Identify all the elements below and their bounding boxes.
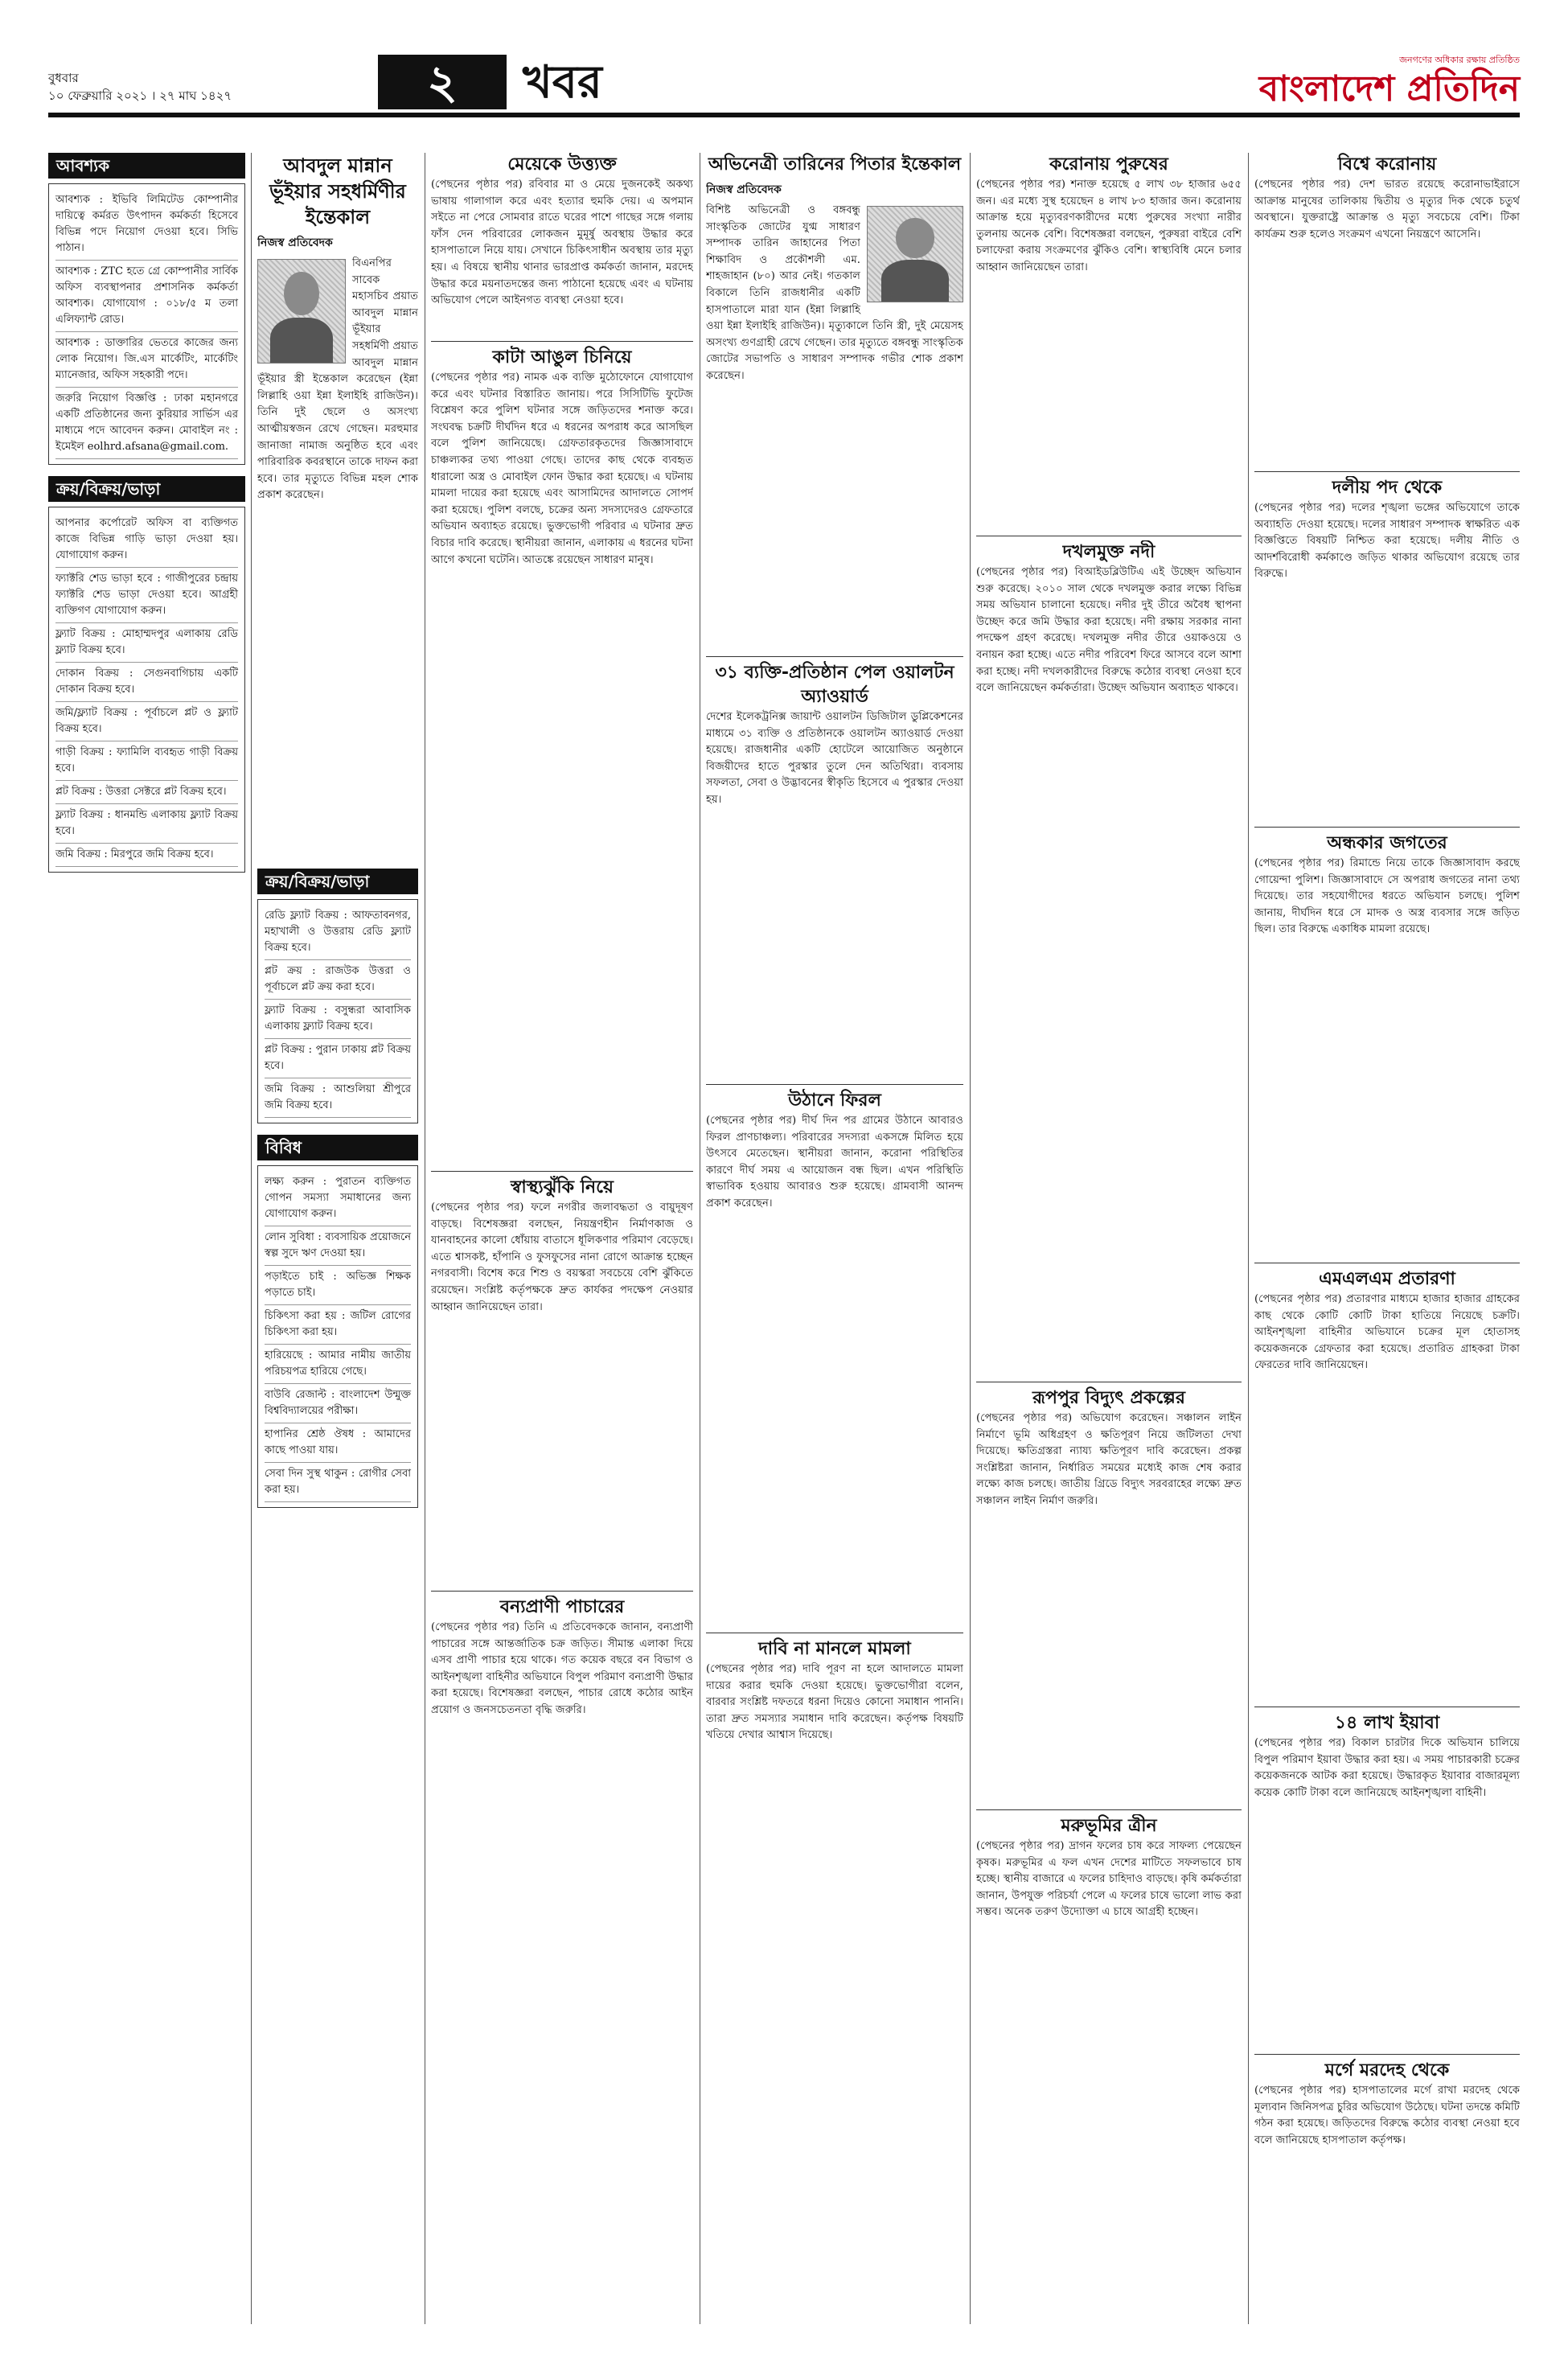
- story-headline: দলীয় পদ থেকে: [1332, 478, 1443, 498]
- story-headline: অভিনেত্রী তারিনের পিতার ইন্তেকাল: [708, 154, 962, 175]
- story-divider: [706, 1084, 963, 1085]
- header-rule: [48, 113, 1520, 117]
- needed-title: আবশ্যক: [48, 153, 245, 179]
- classified-item: হারিয়েছে : আমার নামীয় জাতীয় পরিচয়পত্র হারিয়ে গেছে।: [265, 1345, 411, 1384]
- story-wildlife: [431, 1596, 693, 2324]
- story-health: [431, 1176, 693, 1586]
- buysell-title: ক্রয়/বিক্রয়/ভাড়া: [48, 476, 245, 502]
- masthead-tagline: জনগণের অধিকার রক্ষায় প্রতিষ্ঠিত: [1399, 55, 1520, 65]
- story-body: (পেছনের পৃষ্ঠার পর) বিআইডব্লিউটিএ এই উচ্ছেদ অভিযান শুরু করেছে। ২০১০ সাল থেকে দখলমুক্ত করার লক্ষ্যে বিভিন্ন সময় অভিযান চালানো হয়েছে। নদীর দুই তীরে অবৈধ স্থাপনা উচ্ছেদ করে জমি উদ্ধার করা হয়েছে। নদী রক্ষায় সরকার নানা পদক্ষেপ গ্রহণ করেছে। দখলমুক্ত নদীর তীরে ওয়াকওয়ে ও বনায়ন করা হচ্ছে। এতে নদীর পরিবেশ ফিরে আসবে বলে আশা করা হচ্ছে। নদী দখলকারীদের বিরুদ্ধে কঠোর ব্যবস্থা নেওয়া হবে বলে জানিয়েছেন কর্মকর্তারা। উচ্ছেদ অভিযান অব্যাহত থাকবে।: [976, 566, 1242, 695]
- issue-date-text: ১০ ফেব্রুয়ারি ২০২১ । ২৭ মাঘ ১৪২৭: [48, 88, 232, 103]
- story-headline: স্বাস্থ্যঝুঁকি নিয়ে: [511, 1177, 614, 1197]
- story-body: বিশিষ্ট অভিনেত্রী ও বঙ্গবন্ধু সাংস্কৃতিক জোটের যুগ্ম সাধারণ সম্পাদক তারিন জাহানের পিতা শিক্ষাবিদ ও প্রকৌশলী এম. শাহজাহান (৮০) আর নেই। গতকাল বিকালে তিনি রাজধানীর একটি হাসপাতালে মারা যান (ইন্না লিল্লাহি ওয়া ইন্না ইলাইহি রাজিউন)। মৃত্যুকালে তিনি স্ত্রী, দুই মেয়েসহ অসংখ্য গুণগ্রাহী রেখে গেছেন। তার মৃত্যুতে বঙ্গবন্ধু সাংস্কৃতিক জোটের সভাপতি ও সাধারণ সম্পাদক গভীর শোক প্রকাশ করেছেন।: [706, 204, 963, 382]
- story-body: (পেছনের পৃষ্ঠার পর) শনাক্ত হয়েছে ৫ লাখ ৩৮ হাজার ৬৫৫ জন। এর মধ্যে সুস্থ হয়েছেন ৪ লাখ ৮৩ হাজার জন। করোনায় আক্রান্ত হয়ে মৃত্যুবরণকারীদের মধ্যে পুরুষের সংখ্যা নারীর তুলনায় অনেক বেশি। বিশেষজ্ঞরা বলছেন, পুরুষরা বাইরে বেশি চলাফেরা করায় সংক্রমণের ঝুঁকিও বেশি। স্বাস্থ্যবিধি মেনে চলার আহ্বান জানিয়েছেন তারা।: [976, 179, 1242, 273]
- story-body: (পেছনের পৃষ্ঠার পর) দ্রাগন ফলের চাষ করে সাফল্য পেয়েছেন কৃষক। মরুভূমির এ ফল এখন দেশের মাটিতে সফলভাবে চাষ হচ্ছে। স্থানীয় বাজারে এ ফলের চাহিদাও বাড়ছে। কৃষি কর্মকর্তারা জানান, উপযুক্ত পরিচর্যা পেলে এ ফলের চাষে ভালো লাভ করা সম্ভব। অনেক তরুণ উদ্যোক্তা এ চাষে আগ্রহী হচ্ছেন।: [976, 1840, 1242, 1919]
- classified-item: ফ্ল্যাট বিক্রয় : বসুন্ধরা আবাসিক এলাকায় ফ্ল্যাট বিক্রয় হবে।: [265, 1000, 411, 1039]
- story-body: (পেছনের পৃষ্ঠার পর) তিনি এ প্রতিবেদককে জানান, বন্যপ্রাণী পাচারের সঙ্গে আন্তর্জাতিক চক্র জড়িত। সীমান্ত এলাকা দিয়ে এসব প্রাণী পাচার হয়ে থাকে। গত কয়েক বছরে বন বিভাগ ও আইনশৃঙ্খলা বাহিনীর অভিযানে বিপুল পরিমাণ বন্যপ্রাণী উদ্ধার করা হয়েছে। বিশেষজ্ঞরা বলছেন, পাচার রোধে কঠোর আইন প্রয়োগ ও জনসচেতনতা বৃদ্ধি জরুরি।: [431, 1621, 693, 1716]
- story-obituary-2: [706, 153, 963, 651]
- story-headline: বন্যপ্রাণী পাচারের: [499, 1597, 625, 1617]
- buysell-mid-box: [257, 899, 418, 1123]
- story-headline: এমএলএম প্রতারণা: [1319, 1269, 1455, 1289]
- story-headline: ৩১ ব্যক্তি-প্রতিষ্ঠান পেল ওয়ালটন অ্যাওয়ার্ড: [715, 663, 954, 707]
- story-divider: [1254, 471, 1520, 472]
- classified-item: গাড়ী বিক্রয় : ফ্যামিলি ব্যবহৃত গাড়ী বিক্রয় হবে।: [55, 741, 238, 781]
- classified-item: প্লট বিক্রয় : পুরান ঢাকায় প্লট বিক্রয় হবে।: [265, 1039, 411, 1078]
- story-body: (পেছনের পৃষ্ঠার পর) দলের শৃঙ্খলা ভঙ্গের অভিযোগে তাকে অব্যাহতি দেওয়া হয়েছে। দলের সাধারণ সম্পাদক স্বাক্ষরিত এক বিজ্ঞপ্তিতে বিষয়টি নিশ্চিত করা হয়েছে। দলীয় নীতি ও আদর্শবিরোধী কর্মকাণ্ডে জড়িত থাকার অভিযোগ রয়েছে তার বিরুদ্ধে।: [1254, 502, 1520, 581]
- needed-box: [48, 183, 245, 465]
- story-headline: রূপপুর বিদ্যুৎ প্রকল্পের: [1032, 1388, 1185, 1408]
- story-divider: [976, 1809, 1242, 1810]
- story-obituary-1: [257, 153, 418, 860]
- misc-title: বিবিধ: [257, 1135, 418, 1160]
- masthead: [1259, 53, 1520, 110]
- story-body: (পেছনের পৃষ্ঠার পর) দীর্ঘ দিন পর গ্রামের উঠানে আবারও ফিরল প্রাণচাঞ্চল্য। পরিবারের সদস্যরা একসঙ্গে মিলিত হয়ে উৎসবে মেতেছেন। স্থানীয়রা জানান, করোনা পরিস্থিতির কারণে দীর্ঘ সময় এ আয়োজন বন্ধ ছিল। এখন পরিস্থিতি স্বাভাবিক হওয়ায় আবারও শুরু হয়েছে। গ্রামবাসী আনন্দ প্রকাশ করেছেন।: [706, 1115, 963, 1210]
- story-award: [706, 661, 963, 1079]
- story-divider: [431, 1171, 693, 1172]
- issue-date: [48, 69, 232, 105]
- story-river: [976, 540, 1242, 1377]
- story-body: (পেছনের পৃষ্ঠার পর) নামক এক ব্যক্তি মুঠোফোনে যোগাযোগ করে এবং ঘটনার বিস্তারিত জানায়। পরে সিসিটিভি ফুটেজ বিশ্লেষণ করে পুলিশ ঘটনার সঙ্গে জড়িতদের শনাক্ত করে। সংঘবদ্ধ চক্রটি দীর্ঘদিন ধরে এ ধরনের অপরাধ করে আসছিল বলে পুলিশ জানিয়েছে। গ্রেফতারকৃতদের জিজ্ঞাসাবাদে চাঞ্চল্যকর তথ্য পাওয়া গেছে। তাদের কাছ থেকে ব্যবহৃত ধারালো অস্ত্র ও মোবাইল ফোন উদ্ধার করা হয়েছে। এ ঘটনায় মামলা দায়ের করা হয়েছে এবং আসামিদের আদালতে সোপর্দ করা হয়েছে। পুলিশ বলছে, চক্রের অন্য সদস্যদেরও গ্রেফতারে অভিযান অব্যাহত রয়েছে। ভুক্তভোগী পরিবার এ ঘটনার দ্রুত বিচার দাবি করেছে। স্থানীয়রা জানান, এলাকায় এ ধরনের ঘটনা আগে কখনো ঘটেনি। আতঙ্কে রয়েছেন সাধারণ মানুষ।: [431, 372, 693, 566]
- classified-item: পড়াইতে চাই : অভিজ্ঞ শিক্ষক পড়াতে চাই।: [265, 1266, 411, 1305]
- story-headline: ১৪ লাখ ইয়াবা: [1334, 1713, 1440, 1733]
- story-yaba: [1254, 1711, 1520, 2049]
- story-body: (পেছনের পৃষ্ঠার পর) রিমান্ডে নিয়ে তাকে জিজ্ঞাসাবাদ করছে গোয়েন্দা পুলিশ। জিজ্ঞাসাবাদে সে অপরাধ জগতের নানা তথ্য দিয়েছে। তার সহযোগীদের ধরতে অভিযান চলছে। পুলিশ জানায়, দীর্ঘদিন ধরে সে মাদক ও অস্ত্র ব্যবসার সঙ্গে জড়িত ছিল। তার বিরুদ্ধে একাধিক মামলা রয়েছে।: [1254, 857, 1520, 936]
- story-dark: [1254, 832, 1520, 1258]
- story-body: (পেছনের পৃষ্ঠার পর) বিকাল চারটার দিকে অভিযান চালিয়ে বিপুল পরিমাণ ইয়াবা উদ্ধার করা হয়। এ সময় পাচারকারী চক্রের কয়েকজনকে আটক করা হয়েছে। উদ্ধারকৃত ইয়াবার বাজারমূল্য কয়েক কোটি টাকা বলে জানিয়েছে আইনশৃঙ্খলা বাহিনী।: [1254, 1737, 1520, 1799]
- masthead-logo: বাংলাদেশ প্রতিদিন: [1258, 68, 1520, 109]
- story-divider: [1254, 827, 1520, 828]
- story-headline: মর্গে মরদেহ থেকে: [1324, 2060, 1450, 2080]
- page-header: [48, 48, 1520, 145]
- misc-box: [257, 1165, 418, 1508]
- story-headline: উঠানে ফিরল: [788, 1090, 881, 1111]
- story-headline: করোনায় পুরুষের: [1049, 154, 1168, 175]
- story-mlm: [1254, 1267, 1520, 1702]
- story-divider: [431, 1591, 693, 1592]
- story-desert: [976, 1814, 1242, 2324]
- story-divider: [1254, 2054, 1520, 2055]
- column-divider: [970, 153, 971, 2324]
- story-byline: নিজস্ব প্রতিবেদক: [706, 183, 782, 196]
- mid-classifieds: [257, 869, 418, 2324]
- classified-item: ফ্ল্যাট বিক্রয় : ধানমন্ডি এলাকায় ফ্ল্যাট বিক্রয় হবে।: [55, 804, 238, 844]
- story-body: (পেছনের পৃষ্ঠার পর) ফলে নগরীর জলাবদ্ধতা ও বায়ুদূষণ বাড়ছে। বিশেষজ্ঞরা বলছেন, নিয়ন্ত্রণহীন নির্মাণকাজ ও যানবাহনের কালো ধোঁয়ায় বাতাসে ধূলিকণার পরিমাণ বেড়েছে। এতে শ্বাসকষ্ট, হাঁপানি ও ফুসফুসের নানা রোগে আক্রান্ত হচ্ছেন নগরবাসী। বিশেষ করে শিশু ও বয়স্করা সবচেয়ে বেশি ঝুঁকিতে রয়েছেন। সংশ্লিষ্ট কর্তৃপক্ষকে দ্রুত কার্যকর পদক্ষেপ নেওয়ার আহ্বান জানিয়েছেন তারা।: [431, 1201, 693, 1313]
- story-power: [976, 1386, 1242, 1805]
- classified-item: আবশ্যক : ইভিবি লিমিটেড কোম্পানীর দায়িত্বে কর্মরত উৎপাদন কর্মকর্তা হিসেবে বিভিন্ন পদে নিয়োগ দেওয়া হবে। সিভি পাঠান।: [55, 189, 238, 261]
- story-covid: [976, 153, 1242, 531]
- story-world: [1254, 153, 1520, 466]
- story-body: (পেছনের পৃষ্ঠার পর) দেশ ভারত রয়েছে করোনাভাইরাসে আক্রান্ত মানুষের তালিকায় দ্বিতীয় ও মৃত্যুর দিক থেকে চতুর্থ অবস্থানে। যুক্তরাষ্ট্রে আক্রান্ত ও মৃত্যু সবচেয়ে বেশি। টিকা কার্যক্রম শুরু হলেও সংক্রমণ এখনো নিয়ন্ত্রণে আসেনি।: [1254, 179, 1520, 240]
- story-divider: [431, 341, 693, 342]
- story-headline: মেয়েকে উত্ত্যক্ত: [507, 154, 617, 175]
- classified-item: আবশ্যক : ডাক্তারির ভেতরে কাজের জন্য লোক নিয়োগ। জি.এস মার্কেটিং, মার্কেটিং ম্যানেজার, অফিস সহকারী পদে।: [55, 332, 238, 388]
- story-byline: নিজস্ব প্রতিবেদক: [257, 236, 333, 249]
- story-divider: [706, 656, 963, 657]
- classified-item: রেডি ফ্ল্যাট বিক্রয় : আফতাবনগর, মহাখালী ও উত্তরায় রেডি ফ্ল্যাট বিক্রয় হবে।: [265, 905, 411, 960]
- story-party: [1254, 476, 1520, 822]
- story-fingers: [431, 346, 693, 1166]
- classified-item: চিকিৎসা করা হয় : জটিল রোগের চিকিৎসা করা হয়।: [265, 1305, 411, 1345]
- column-divider: [1248, 153, 1249, 2324]
- story-body: (পেছনের পৃষ্ঠার পর) রবিবার মা ও মেয়ে দুজনকেই অকথ্য ভাষায় গালাগাল করে এবং হত্যার হুমকি দেয়। এ অপমান সইতে না পেরে সোমবার রাতে ঘরের পাশে গাছের সঙ্গে গলায় ফাঁস দেন পরিবারের লোকজন মুমূর্ষু অবস্থায় উদ্ধার করে হাসপাতালে নিয়ে যায়। সেখানে চিকিৎসাধীন অবস্থায় তার মৃত্যু হয়। এ বিষয়ে স্থানীয় থানার ভারপ্রাপ্ত কর্মকর্তা জানান, মরদেহ উদ্ধার করে ময়নাতদন্তের জন্য পাঠানো হয়েছে এবং এ ঘটনায় অভিযোগ পেলে আইনগত ব্যবস্থা নেওয়া হবে।: [431, 179, 693, 307]
- story-headline: বিশ্বে করোনায়: [1337, 154, 1437, 175]
- story-morgue: [1254, 2059, 1520, 2324]
- classified-item: সেবা দিন সুস্থ থাকুন : রোগীর সেবা করা হয়।: [265, 1463, 411, 1502]
- story-body: দেশের ইলেকট্রনিক্স জায়ান্ট ওয়ালটন ডিজিটাল ডুপ্লিকেশনের মাধ্যমে ৩১ ব্যক্তি ও প্রতিষ্ঠানকে ওয়ালটন অ্যাওয়ার্ড দেওয়া হয়েছে। রাজধানীর একটি হোটেলে আয়োজিত অনুষ্ঠানে বিজয়ীদের হাতে পুরস্কার তুলে দেন অতিথিরা। ব্যবসায় সফলতা, সেবা ও উদ্ভাবনের স্বীকৃতি হিসেবে এ পুরস্কার দেওয়া হয়।: [706, 711, 963, 806]
- classified-item: লোন সুবিধা : ব্যবসায়িক প্রয়োজনে স্বল্প সুদে ঋণ দেওয়া হয়।: [265, 1226, 411, 1266]
- classified-item: বাউবি রেজাল্ট : বাংলাদেশ উন্মুক্ত বিশ্ববিদ্যালয়ের পরীক্ষা।: [265, 1384, 411, 1423]
- story-body: (পেছনের পৃষ্ঠার পর) দাবি পূরণ না হলে আদালতে মামলা দায়ের করার হুমকি দেওয়া হয়েছে। ভুক্তভোগীরা বলেন, বারবার সংশ্লিষ্ট দফতরে ধরনা দিয়েও কোনো সমাধান পাননি। তারা দ্রুত সমস্যার সমাধান দাবি করেছেন। কর্তৃপক্ষ বিষয়টি খতিয়ে দেখার আশ্বাস দিয়েছে।: [706, 1663, 963, 1742]
- story-body: বিএনপির সাবেক মহাসচিব প্রয়াত আবদুল মান্নান ভূঁইয়ার সহধর্মিণী প্রয়াত আবদুল মান্নান ভূঁইয়ার স্ত্রী ইন্তেকাল করেছেন (ইন্না লিল্লাহি ওয়া ইন্না ইলাইহি রাজিউন)। তিনি দুই ছেলে ও অসংখ্য আত্মীয়স্বজন রেখে গেছেন। মরহুমার জানাজা নামাজ অনুষ্ঠিত হবে এবং পারিবারিক কবরস্থানে তাকে দাফন করা হবে। তার মৃত্যুতে বিভিন্ন মহল শোক প্রকাশ করেছেন।: [257, 257, 418, 502]
- classifieds-column: [48, 153, 245, 2324]
- story-headline: দাবি না মানলে মামলা: [758, 1639, 911, 1659]
- story-headline: অন্ধকার জগতের: [1327, 833, 1447, 853]
- classified-item: আপনার কর্পোরেট অফিস বা ব্যক্তিগত কাজে বিভিন্ন গাড়ি ভাড়া দেওয়া হয়। যোগাযোগ করুন।: [55, 512, 238, 568]
- classified-item: জমি/ফ্ল্যাট বিক্রয় : পূর্বাচলে প্লট ও ফ্ল্যাট বিক্রয় হবে।: [55, 702, 238, 741]
- section-title: খবর: [523, 56, 602, 109]
- classified-item: জমি বিক্রয় : মিরপুরে জমি বিক্রয় হবে।: [55, 844, 238, 867]
- story-headline: কাটা আঙুল চিনিয়ে: [492, 347, 632, 368]
- issue-day: বুধবার: [48, 71, 79, 85]
- classified-item: প্লট ক্রয় : রাজউক উত্তরা ও পূর্বাচলে প্লট ক্রয় করা হবে।: [265, 960, 411, 1000]
- classified-item: জরুরি নিয়োগ বিজ্ঞপ্তি : ঢাকা মহানগরে একটি প্রতিষ্ঠানের জন্য কুরিয়ার সার্ভিস এর মাধ্যমে পদে আবেদন করুন। মোবাইল নং : ইমেইল eolhrd.afsana@gmail.com.: [55, 388, 238, 459]
- buysell-box: [48, 507, 245, 873]
- story-girl: [431, 153, 693, 338]
- story-yard: [706, 1089, 963, 1628]
- story-headline: আবদুল মান্নান ভূঁইয়ার সহধর্মিণীর ইন্তেকাল: [269, 154, 406, 228]
- classified-item: প্লট বিক্রয় : উত্তরা সেক্টরে প্লট বিক্রয় হবে।: [55, 781, 238, 804]
- story-body: (পেছনের পৃষ্ঠার পর) হাসপাতালের মর্গে রাখা মরদেহ থেকে মূল্যবান জিনিসপত্র চুরির অভিযোগ উঠেছে। ঘটনা তদন্তে কমিটি গঠন করা হয়েছে। জড়িতদের বিরুদ্ধে কঠোর ব্যবস্থা নেওয়া হবে বলে জানিয়েছে হাসপাতাল কর্তৃপক্ষ।: [1254, 2084, 1520, 2146]
- story-case: [706, 1637, 963, 2324]
- story-body: (পেছনের পৃষ্ঠার পর) অভিযোগ করেছেন। সঞ্চালন লাইন নির্মাণে ভূমি অধিগ্রহণ ও ক্ষতিপূরণ নিয়ে জটিলতা দেখা দিয়েছে। ক্ষতিগ্রস্তরা ন্যায্য ক্ষতিপূরণ দাবি করেছেন। প্রকল্প সংশ্লিষ্টরা জানান, নির্ধারিত সময়ের মধ্যেই কাজ শেষ করার লক্ষ্যে কাজ চলছে। জাতীয় গ্রিডে বিদ্যুৎ সরবরাহের লক্ষ্যে দ্রুত সঞ্চালন লাইন নির্মাণ জরুরি।: [976, 1412, 1242, 1507]
- buysell-mid-title: ক্রয়/বিক্রয়/ভাড়া: [257, 869, 418, 894]
- classified-item: ফ্যাক্টরি শেড ভাড়া হবে : গাজীপুরের চন্দ্রায় ফ্যাক্টরি শেড ভাড়া দেওয়া হবে। আগ্রহী ব্যক্তিগণ যোগাযোগ করুন।: [55, 568, 238, 623]
- obituary-photo: [257, 259, 346, 363]
- classified-item: দোকান বিক্রয় : সেগুনবাগিচায় একটি দোকান বিক্রয় হবে।: [55, 663, 238, 702]
- classified-item: জমি বিক্রয় : আশুলিয়া শ্রীপুরে জমি বিক্রয় হবে।: [265, 1078, 411, 1118]
- classified-item: আবশ্যক : ZTC হতে গ্রে কোম্পানীর সার্বিক অফিস ব্যবস্থাপনার প্রশাসনিক কর্মকর্তা আবশ্যক। যোগাযোগ : ০১৮/৫ ম তলা এলিফ্যান্ট রোড।: [55, 261, 238, 332]
- classified-item: লক্ষ্য করুন : পুরাতন ব্যক্তিগত গোপন সমস্যা সমাধানের জন্য যোগাযোগ করুন।: [265, 1171, 411, 1226]
- story-headline: মরুভূমির ত্রীন: [1061, 1816, 1157, 1836]
- story-headline: দখলমুক্ত নদী: [1062, 542, 1155, 562]
- obituary-photo: [867, 206, 963, 302]
- page-number: ২: [378, 55, 507, 109]
- classified-item: হাপানির শ্রেষ্ঠ ঔষধ : আমাদের কাছে পাওয়া যায়।: [265, 1423, 411, 1463]
- column-divider: [251, 153, 252, 2324]
- classified-item: ফ্ল্যাট বিক্রয় : মোহাম্মদপুর এলাকায় রেডি ফ্ল্যাট বিক্রয় হবে।: [55, 623, 238, 663]
- story-body: (পেছনের পৃষ্ঠার পর) প্রতারণার মাধ্যমে হাজার হাজার গ্রাহকের কাছ থেকে কোটি কোটি টাকা হাতিয়ে নিয়েছে চক্রটি। আইনশৃঙ্খলা বাহিনীর অভিযানে চক্রের মূল হোতাসহ কয়েকজনকে গ্রেফতার করা হয়েছে। প্রতারিত গ্রাহকরা টাকা ফেরতের দাবি জানিয়েছেন।: [1254, 1293, 1520, 1372]
